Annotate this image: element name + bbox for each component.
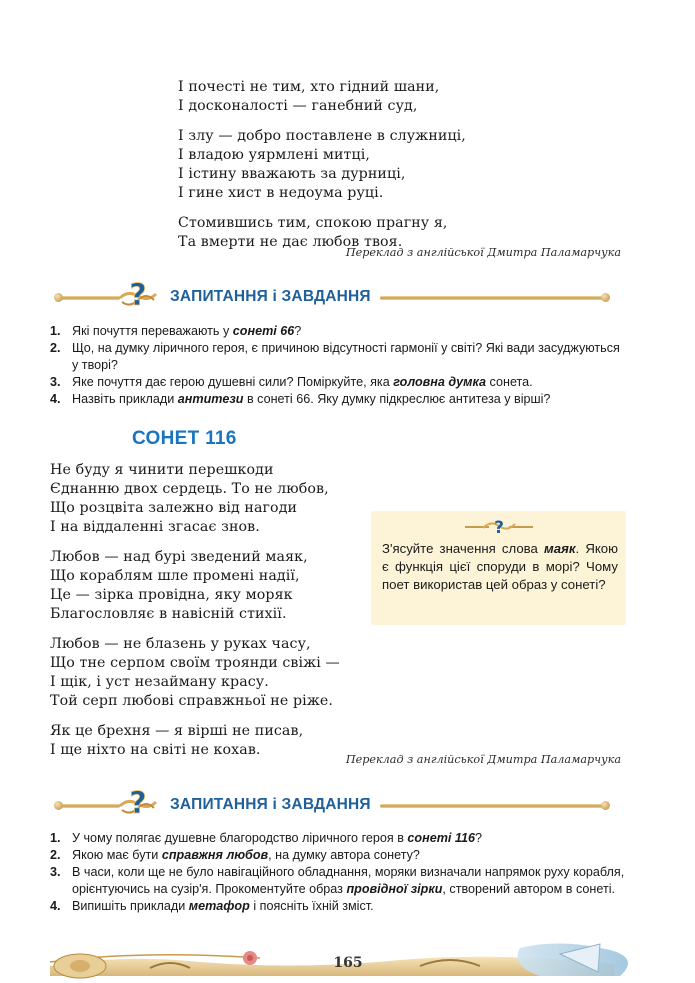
emphasis-term: метафор (188, 899, 250, 913)
stanza (50, 461, 340, 537)
poem-line: Любов — над бурі зведений маяк, (50, 549, 308, 565)
poem-line: Та вмерти не дає любов твоя. (178, 234, 403, 250)
question-item: 3. Яке почуття дає герою душевні сили? Поміркуйте, яка головна думка сонета. (50, 375, 533, 389)
stanza (50, 548, 340, 624)
question-item: 4. Випишіть приклади метафор і поясніть їхній зміст. (50, 899, 374, 913)
poem-line: Той серп любові справжньої не ріже. (50, 693, 334, 709)
poem-sonnet-116 (50, 461, 340, 771)
poem-line: І досконалості — ганебний суд, (178, 98, 418, 114)
emphasis-term: сонеті 66 (232, 324, 295, 338)
translation-credit: Переклад з англійської Дмитра Паламарчука (345, 753, 621, 766)
question-number: 2. (50, 848, 61, 862)
poem-line: І гине хист в недоума руці. (178, 185, 384, 201)
svg-text:?: ? (494, 518, 504, 536)
poem-line: Що розцвіта залежно від нагоди (50, 500, 298, 516)
poem-line: Це — зірка провідна, яку моряк (50, 587, 293, 603)
sonnet-title: СОНЕТ 116 (132, 428, 237, 449)
poem-line: І на віддаленні згасає знов. (50, 519, 260, 535)
questions-title: ЗАПИТАННЯ і ЗАВДАННЯ (170, 796, 371, 813)
question-mark-icon (118, 786, 158, 824)
page-number: 165 (333, 955, 363, 971)
stanza (178, 78, 466, 116)
poem-line: Благословляє в навісній стихії. (50, 606, 287, 622)
poem-line: І істину вважають за дурниці, (178, 166, 406, 182)
question-item: 2. Що, на думку ліричного героя, є причиною відсутності гармонії у світі? Які вади засуджуються у творі? (50, 341, 620, 372)
question-item: 1. У чому полягає душевне благородство ліричного героя в сонеті 116? (50, 831, 483, 845)
stanza (50, 722, 340, 760)
emphasis-term: антитези (177, 392, 244, 406)
poem-line: Що тне серпом своїм троянди свіжі — (50, 655, 340, 671)
poem-line: Не буду я чинити перешкоди (50, 462, 274, 478)
questions-header (58, 278, 610, 313)
poem-line: І почесті не тим, хто гідний шани, (178, 79, 440, 95)
poem-line: Єднанню двох сердець. То не любов, (50, 481, 329, 497)
task-text: З'ясуйте значення слова маяк. Якою є функція цієї споруди в морі? Чому поет використав цей образ у сонеті? (382, 541, 618, 592)
poem-sonnet-66-end (178, 78, 466, 263)
question-number: 1. (50, 324, 61, 338)
poem-line: І злу — добро поставлене в служниці, (178, 128, 466, 144)
poem-line: Як це брехня — я вірші не писав, (50, 723, 304, 739)
poem-line: Любов — не блазень у руках часу, (50, 636, 311, 652)
poem-line: І владою уярмлені митці, (178, 147, 370, 163)
question-item: 1. Які почуття переважають у сонеті 66? (50, 324, 302, 338)
poem-line: І ще ніхто на світі не кохав. (50, 742, 261, 758)
emphasis-term: справжня любов (161, 848, 269, 862)
poem-line: І щік, і уст незайману красу. (50, 674, 269, 690)
svg-text:?: ? (129, 786, 147, 821)
question-number: 4. (50, 899, 61, 913)
emphasis-term: провідної зірки (346, 882, 443, 896)
poem-line: Що кораблям шле промені надії, (50, 568, 300, 584)
poem-line: Стомившись тим, спокою прагну я, (178, 215, 448, 231)
emphasis-term: головна думка (393, 375, 487, 389)
questions-list-2 (50, 830, 626, 915)
question-number: 2. (50, 341, 61, 355)
question-number: 3. (50, 375, 61, 389)
svg-text:?: ? (129, 278, 147, 313)
ornament-icon (463, 516, 535, 536)
emphasis-term: сонеті 116 (407, 831, 475, 845)
task-box (371, 511, 626, 625)
question-number: 4. (50, 392, 61, 406)
stanza (178, 127, 466, 203)
question-item: 4. Назвіть приклади антитези в сонеті 66. Яку думку підкреслює антитеза у вірші? (50, 392, 551, 406)
question-number: 1. (50, 831, 61, 845)
question-mark-icon (118, 278, 158, 316)
question-item: 3. В часи, коли ще не було навігаційного обладнання, моряки визначали напрямок руху корабля, орієнтуючись на сузір'я. Прокоментуйте образ провідної зірки, створений автором в сонеті. (50, 865, 625, 896)
translation-credit: Переклад з англійської Дмитра Паламарчука (345, 246, 621, 259)
emphasis-term: маяк (544, 541, 576, 556)
questions-header (58, 786, 610, 821)
question-number: 3. (50, 865, 61, 879)
questions-title: ЗАПИТАННЯ і ЗАВДАННЯ (170, 288, 371, 305)
question-item: 2. Якою має бути справжня любов, на думку автора сонету? (50, 848, 420, 862)
stanza (50, 635, 340, 711)
questions-list-1 (50, 323, 626, 408)
